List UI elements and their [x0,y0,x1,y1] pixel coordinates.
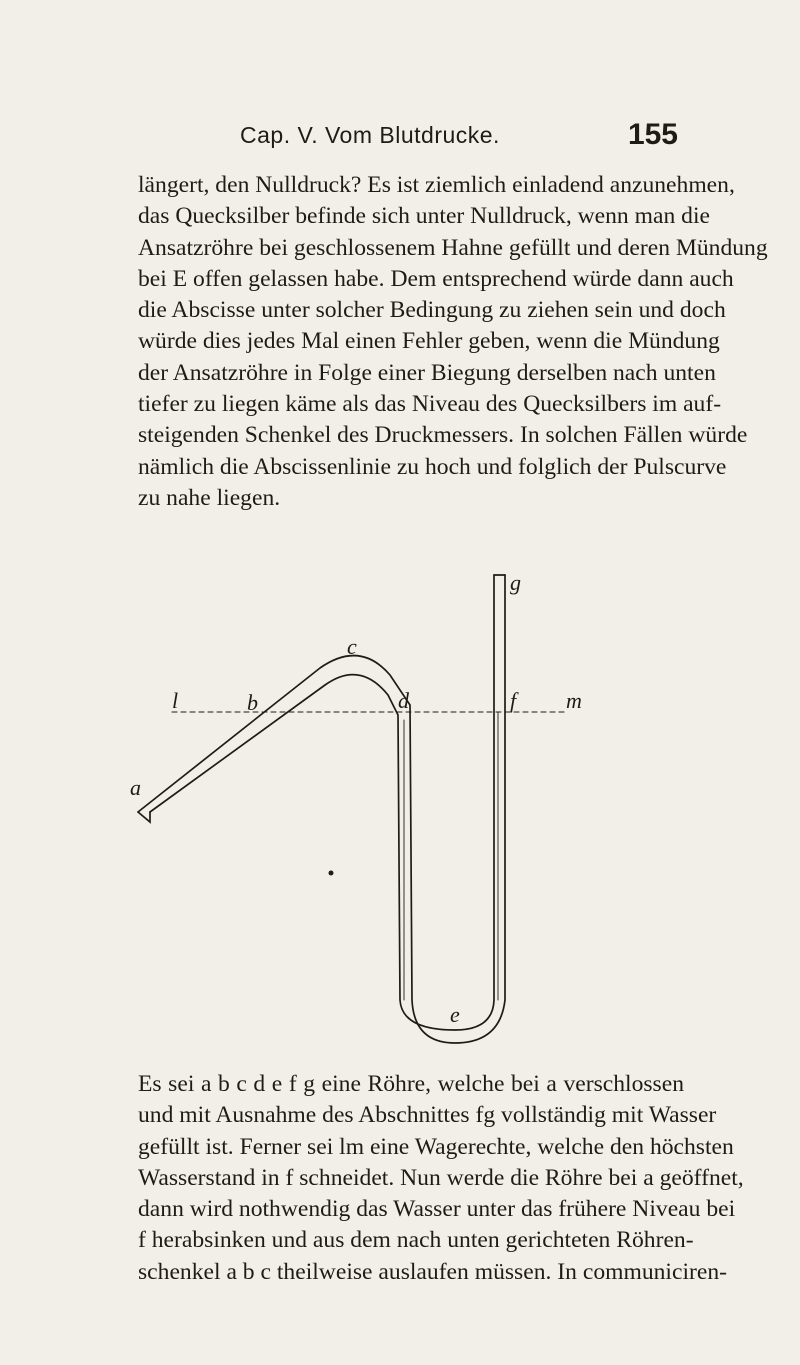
tube-outer-wall [138,575,505,1043]
tube-closed-end [138,812,150,822]
label-f: f [510,688,517,713]
label-d: d [398,688,409,713]
text-line: nämlich die Abscissenlinie zu hoch und folglich der Pulscurve [138,453,727,480]
running-title: Cap. V. Vom Blutdrucke. [240,122,500,148]
label-m: m [566,688,582,713]
text-line: und mit Ausnahme des Abschnittes fg vollständig mit Wasser [138,1102,717,1129]
label-b: b [247,690,258,715]
text-line: bei E offen gelassen habe. Dem entsprechend würde dann auch [138,265,734,292]
text-line: Ansatzröhre bei geschlossenem Hahne gefüllt und deren Mündung [138,234,768,261]
text-line: steigenden Schenkel des Druckmessers. In solchen Fällen würde [138,422,748,449]
text-line: die Abscisse unter solcher Bedingung zu ziehen sein und doch [138,297,726,324]
text-line: schenkel a b c theilweise auslaufen müssen. In communiciren- [138,1258,727,1285]
text-line: der Ansatzröhre in Folge einer Biegung derselben nach unten [138,359,716,386]
tube-inner-wall [150,575,494,1030]
text-line: würde dies jedes Mal einen Fehler geben, wenn die Mündung [138,328,720,355]
label-l: l [172,688,179,713]
label-g: g [510,570,521,595]
text-line: tiefer zu liegen käme als das Niveau des Quecksilbers im auf- [138,391,722,418]
label-e: e [450,1002,460,1027]
text-line: f herabsinken und aus dem nach unten gerichteten Röhren- [138,1227,694,1254]
text-line: dann wird nothwendig das Wasser unter das frühere Niveau bei [138,1196,736,1223]
paragraph-2 [138,1069,744,1288]
text-line: Wasserstand in f schneidet. Nun werde die Röhre bei a geöffnet, [138,1164,744,1191]
label-a: a [130,775,141,800]
text-line: längert, den Nulldruck? Es ist ziemlich einladend anzunehmen, [138,172,735,198]
page-number: 155 [627,118,678,151]
text-line: Es sei a b c d e f g eine Röhre, welche bei a verschlossen [138,1071,684,1097]
text-line: gefüllt ist. Ferner sei lm eine Wagerechte, welche den höchsten [138,1133,734,1160]
ink-dot [329,871,334,876]
text-line: zu nahe liegen. [138,484,281,511]
label-c: c [347,634,357,659]
text-line: das Quecksilber befinde sich unter Nulldruck, wenn man die [138,203,710,230]
